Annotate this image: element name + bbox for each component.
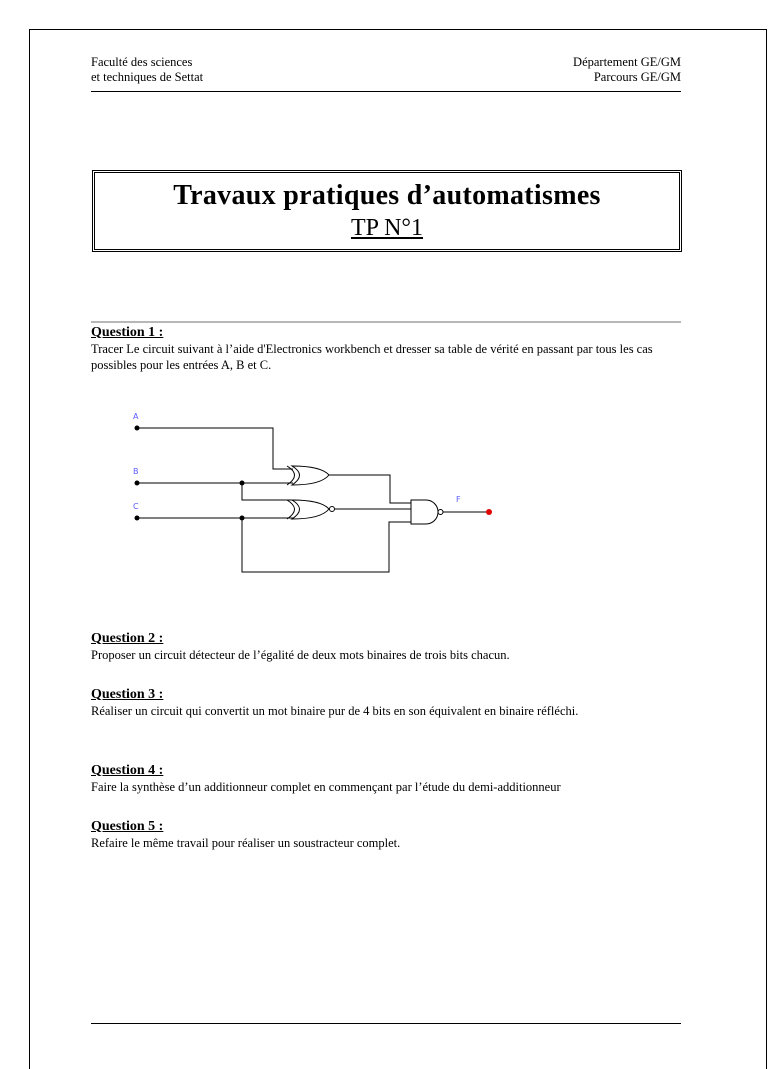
question-1-heading: Question 1 : [91,325,164,340]
input-c-label: C [133,502,139,511]
section-divider [91,321,681,323]
header-department [573,55,681,85]
output-f-label: F [456,495,461,504]
document-page [29,29,767,1069]
header-right-line1: Département GE/GM [573,55,681,69]
question-3-heading: Question 3 : [91,687,164,702]
wire-xor1-out [329,475,411,503]
question-5-heading: Question 5 : [91,819,164,834]
question-3-text: Réaliser un circuit qui convertit un mot binaire pur de 4 bits en son équivalent en binaire réfléchi. [91,704,579,718]
question-2-heading: Question 2 : [91,631,164,646]
header-institution [91,55,203,85]
header-left-line2: et techniques de Settat [91,70,204,84]
question-2 [91,631,691,663]
nand-gate-3 [411,500,443,524]
page-subtitle: TP N°1 [350,215,424,241]
wire-b-branch [242,483,293,500]
question-5-text: Refaire le même travail pour réaliser un soustracteur complet. [91,836,401,850]
junction-b [240,481,245,486]
page-title: Travaux pratiques d’automatismes [173,180,601,211]
input-b-label: B [133,467,139,476]
question-4 [91,763,691,795]
question-5 [91,819,691,851]
question-2-text: Proposer un circuit détecteur de l’égalité de deux mots binaires de trois bits chacun. [91,648,510,662]
wire-a [137,428,293,469]
question-1-text: Tracer Le circuit suivant à l’aide d'Electronics workbench et dresser sa table de vérité en passant par tous les cas possibles pour les entrées A, B et C. [91,342,653,372]
wire-c-branch [242,518,411,572]
input-c-terminal [135,516,140,521]
header-right-line2: Parcours GE/GM [593,70,681,84]
input-a-label: A [133,412,139,421]
header-divider [91,91,681,92]
question-4-text: Faire la synthèse d’un additionneur complet en commençant par l’étude du demi-additionneur [91,780,561,794]
input-a-terminal [135,426,140,431]
xor-gate-1 [287,466,329,485]
title-box [92,170,682,252]
question-3 [91,687,691,719]
question-1 [91,325,691,373]
question-4-heading: Question 4 : [91,763,164,778]
xnor-gate-2 [287,500,335,519]
input-b-terminal [135,481,140,486]
header-left-line1: Faculté des sciences [91,55,193,69]
output-f-terminal [486,509,492,515]
logic-circuit-diagram [125,405,505,605]
junction-c [240,516,245,521]
